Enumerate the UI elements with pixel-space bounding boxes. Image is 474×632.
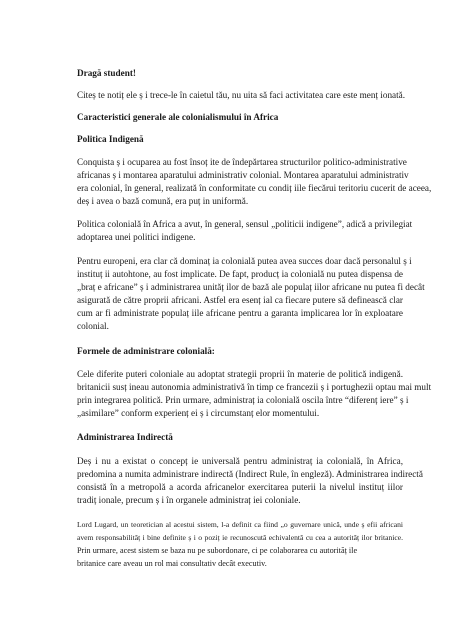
paragraph-line: avem responsabilităț i bine definite ș i o poziț ie recunoscută echivalentă cu cea a autorităț ilor britanice. bbox=[77, 533, 403, 542]
paragraph-line: adoptarea unei politici indigene. bbox=[77, 232, 196, 242]
section-heading: Caracteristici generale ale colonialismului în Africa bbox=[77, 112, 279, 122]
paragraph-line: colonial. bbox=[77, 321, 109, 331]
paragraph-line: britanice care aveau un rol mai consultativ decât executiv. bbox=[77, 559, 267, 568]
paragraph-line: asigurată de către proprii africani. Astfel era esenț ial ca fiecare putere să definească clar bbox=[77, 295, 403, 305]
paragraph-line: Deș i nu a existat o concepț ie universală pentru administraț ia colonială, în Africa, bbox=[77, 456, 403, 466]
paragraph-line: prin integrarea politică. Prin urmare, administraț ia colonială oscila între “diferenț iere” ș i bbox=[77, 395, 409, 405]
paragraph-line: era colonial, în general, realizată în conformitate cu condiț iile fiecărui teritoriu cucerit de aceea, bbox=[77, 183, 432, 193]
paragraph-line: cum ar fi administrate populaț iile africane pentru a garanta implicarea lor în exploatare bbox=[77, 308, 403, 318]
paragraph-line: Prin urmare, acest sistem se baza nu pe subordonare, ci pe colaborarea cu autorităț ile bbox=[77, 546, 358, 555]
paragraph-line: Politica colonială în Africa a avut, în general, sensul „politicii indigene”, adică a privilegiat bbox=[77, 219, 413, 229]
subheading-politica-indigena: Politica Indigenă bbox=[77, 134, 144, 144]
paragraph-line: Conquista ș i ocuparea au fost însoț ite de îndepărtarea structurilor politico-administrative bbox=[77, 157, 407, 167]
paragraph-line: britanicii susț ineau autonomia administrativă în timp ce francezii ș i portughezii optau mai mult bbox=[77, 382, 432, 392]
paragraph-line: consistă în a metropolă a acorda africanelor exercitarea puterii la nivelul instituț iilor bbox=[77, 482, 403, 492]
paragraph-line: instituț ii autohtone, au fost implicate. De fapt, producț ia colonială nu putea dispensa de bbox=[77, 269, 403, 279]
subheading-administrarea-indirecta: Administrarea Indirectă bbox=[77, 432, 173, 442]
subheading-formele: Formele de administrare colonială: bbox=[77, 346, 215, 356]
paragraph-line: africanas ș i montarea aparatului administrativ colonial. Montarea aparatului administrativ bbox=[77, 170, 409, 180]
paragraph-line: Lord Lugard, un teoretician al acestui sistem, l-a definit ca fiind „o guvernare unică, unde ș efii africani bbox=[77, 520, 403, 529]
paragraph-line: „asimilare” conform experienț ei ș i circumstanț elor momentului. bbox=[77, 408, 320, 418]
paragraph-line: Pentru europeni, era clar că dominaț ia colonială putea avea succes doar dacă personalul ș i bbox=[77, 256, 412, 266]
intro-line: Citeș te notiț ele ș i trece-le în caietul tău, nu uita să faci activitatea care este menț ionată. bbox=[77, 90, 406, 100]
paragraph-line: predomina a numita administrare indirectă (Indirect Rule, în engleză). Administrarea indirectă bbox=[77, 469, 423, 479]
paragraph-line: deș i avea o bază comună, era puț in uniformă. bbox=[77, 196, 249, 206]
paragraph-line: Cele diferite puteri coloniale au adoptat strategii proprii în materie de politică indigenă. bbox=[77, 369, 403, 379]
greeting: Dragă student! bbox=[77, 68, 136, 78]
paragraph-line: tradiț ionale, precum ș i în organele administraț iei coloniale. bbox=[77, 495, 301, 505]
paragraph-line: „braț e africane” ș i administrarea unităț ilor de bază ale populaț iilor africane nu putea fi decât bbox=[77, 282, 425, 292]
